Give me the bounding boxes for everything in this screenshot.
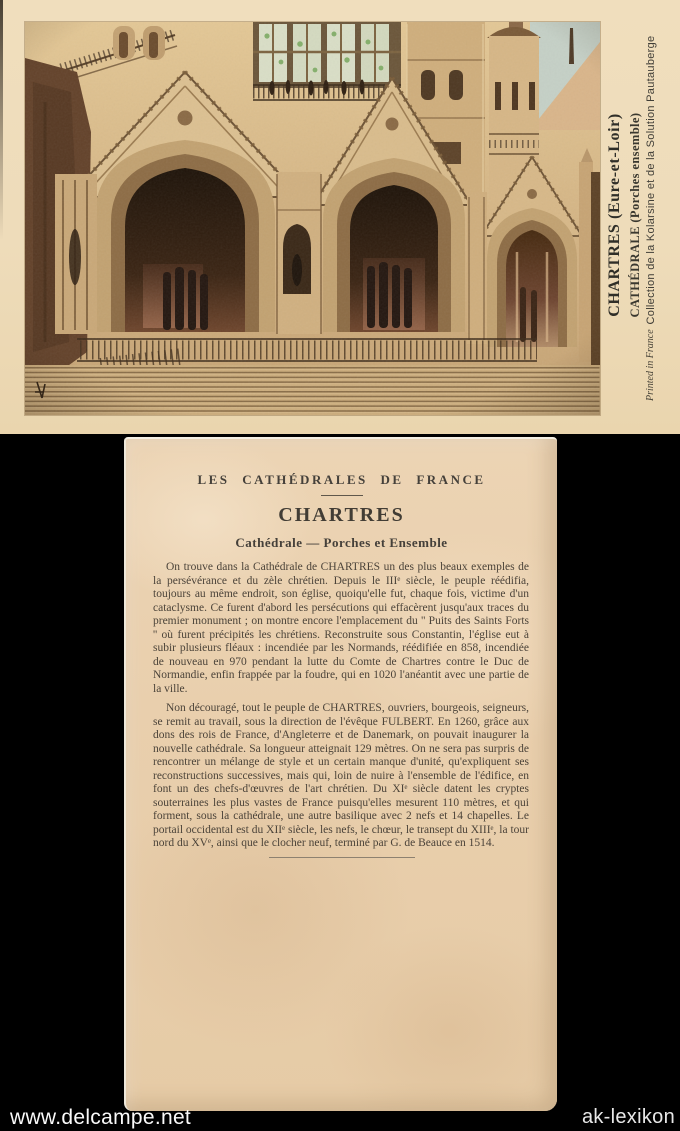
paragraph-2: Non découragé, tout le peuple de CHARTRES, ouvriers, bourgeois, seigneurs, se remit au travail, sous la direction de l'évêque FULBERT. En 1260, grâce aux dons des rois de France, d'Angleterre et de Danemark, on pouvait inaugurer la nouvelle cathédrale. Sa longueur atteignait 129 mètres. On ne sera pas surpris de rencontrer un mélange de style et un certain manque d'unité, qu'expliquent ses reconstructions successives, mais qui, loin de nuire à l'ensemble de l'édifice, en font un des chefs-d'œuvres de l'art chrétien. Du XIᵉ siècle datent les cryptes souterraines les plus vastes de France puisqu'elles mesurent 110 mètres, et qui forment, sous la cathédrale, une autre basilique avec 2 nefs et 14 chapelles. Le portail occidental est du XIIᵉ siècle, les nefs, le chœur, le transept du XIIIᵉ, la tour nord du XVᵉ, ainsi que le clocher neuf, terminé par G. de Beauce en 1514. [153,702,529,849]
front-title: CHARTRES (Eure-et-Loir) [606,113,623,317]
postcard-front [0,0,680,434]
cathedral-porches-photo [25,22,600,415]
series-title: LES CATHÉDRALES DE FRANCE [197,472,486,487]
card-subtitle: Cathédrale — Porches et Ensemble [235,535,448,550]
end-divider [269,857,415,858]
card-title: CHARTRES [278,504,405,526]
front-subtitle: CATHÉDRALE (Porches ensemble) [628,112,642,318]
watermark-delcampe: www.delcampe.net [10,1106,192,1129]
description-text [153,561,529,851]
printed-in-france-note: Printed in France [645,329,656,401]
front-collection-credit: Collection de la Kolarsine et de la Solution Pautauberge [645,35,657,325]
watermark-ak-lexikon: ak-lexikon [581,1106,675,1128]
header-divider [321,495,363,496]
paragraph-1: On trouve dans la Cathédrale de CHARTRES un des plus beaux exemples de la persévérance et du zèle chrétien. Depuis le IIIᵉ siècle, le peuple réédifia, toujours au même endroit, son église, quoiqu'elle fut, chaque fois, victime d'un cataclysme. Ce furent d'abord les persécutions qui effacèrent jusqu'aux traces du premier monument ; on montre encore l'emplacement du '' Puits des Saints Forts '' où furent précipités les chrétiens. Reconstruite sous Constantin, l'église eut à subir plusieurs fléaux : incendiée par les Normands, réédifiée en 858, incendiée de nouveau en 970 pendant la lutte du Comte de Chartres contre le Duc de Normandie, enfin frappée par la foudre, qui en 1020 l'anéantit avec une partie de la ville. [153,561,529,695]
postcard-back [124,437,557,1111]
